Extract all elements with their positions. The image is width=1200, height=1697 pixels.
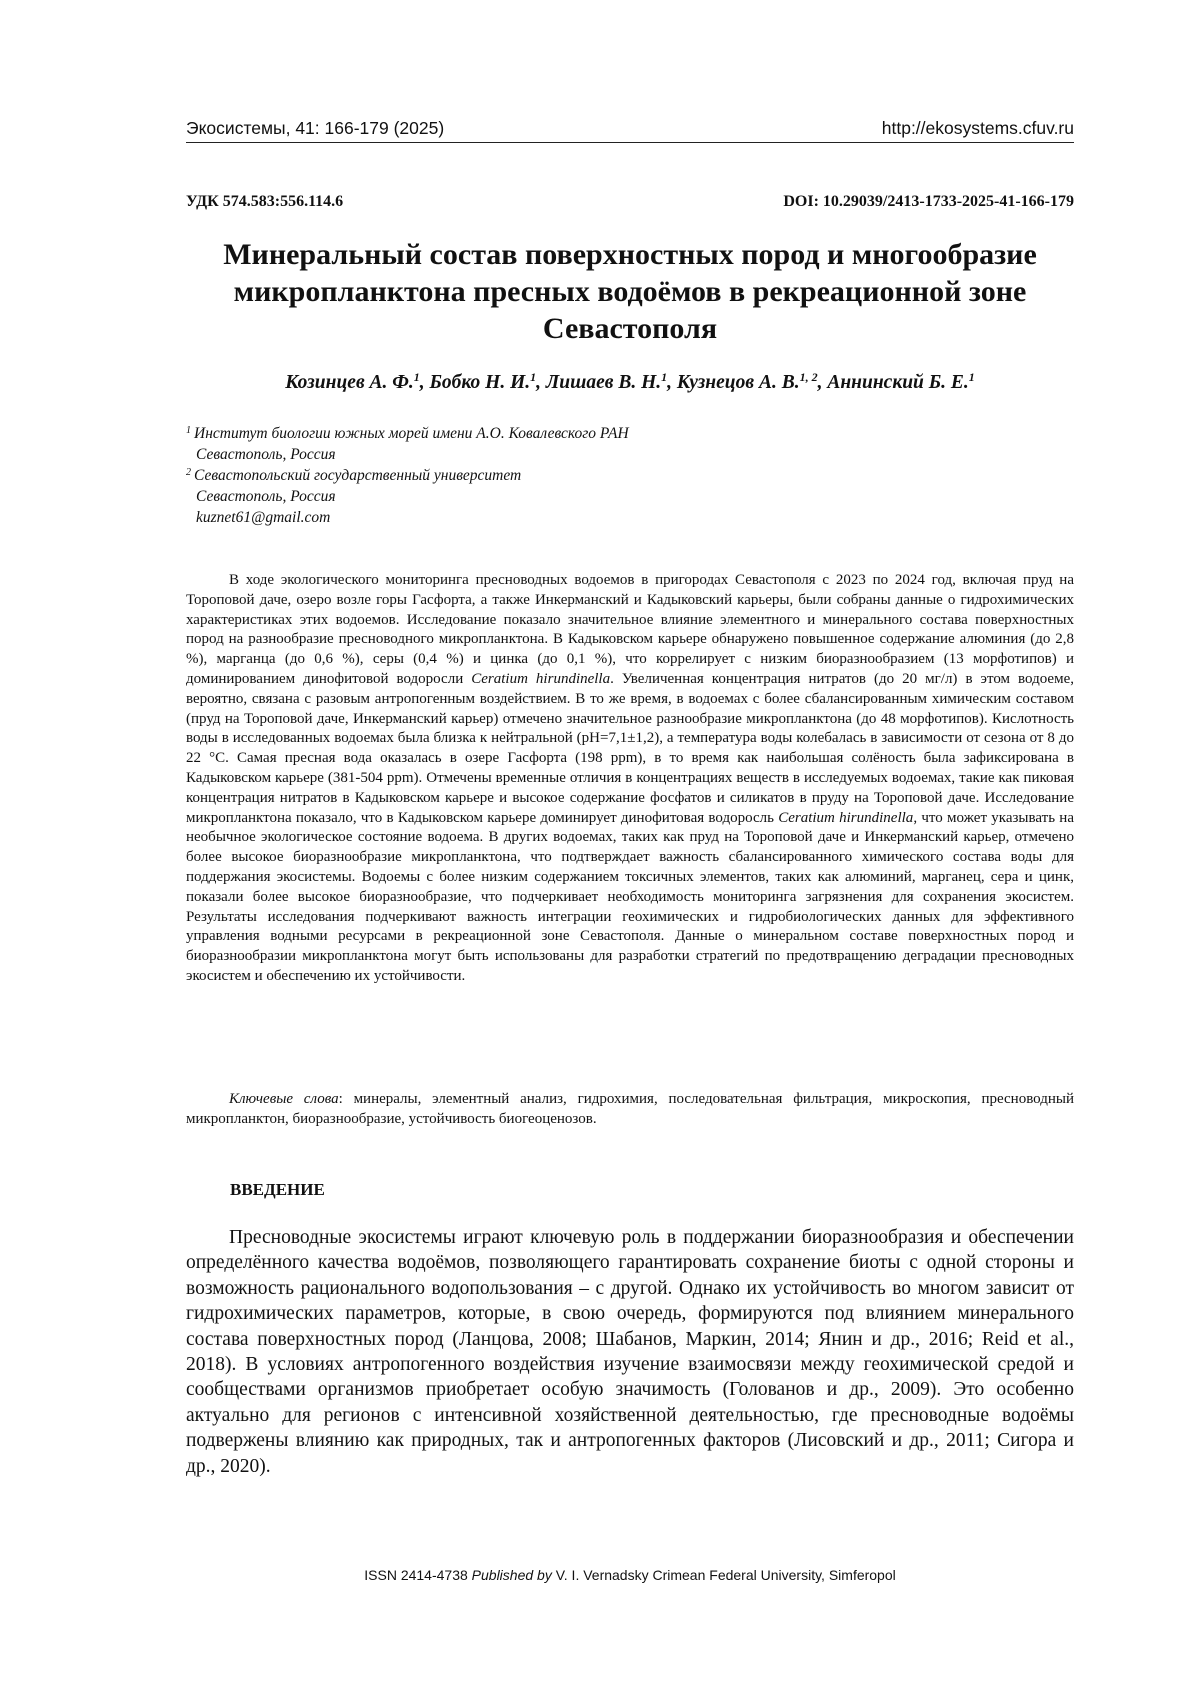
contact-email[interactable]: kuznet61@gmail.com [196, 509, 331, 526]
species-name: Ceratium hirundinella [471, 670, 611, 687]
author: Лишаев В. Н.$^1$, [545, 370, 677, 393]
running-header [186, 118, 1074, 143]
article-title: Минеральный состав поверхностных пород и многообразие микропланктона пресных водоёмов в рекреационной зоне Севастополя [223, 238, 1037, 345]
affiliation-1: $^1$ Институт биологии южных морей имени А.О. Ковалевского РАН [186, 425, 629, 442]
section-heading-introduction: ВВЕДЕНИЕ [230, 1180, 325, 1199]
journal-url[interactable]: http://ekosystems.cfuv.ru [881, 118, 1074, 138]
udc-code: УДК 574.583:556.114.6 [186, 193, 344, 210]
author: Козинцев А. Ф.$^1$, [285, 370, 430, 393]
doi[interactable]: DOI: 10.29039/2413-1733-2025-41-166-179 [783, 193, 1074, 210]
author: Аннинский Б. Е.$^1$ [827, 370, 975, 393]
author: Бобко Н. И.$^1$, [429, 370, 546, 393]
author-list [150, 372, 1110, 394]
affiliation-2-city: Севастополь, Россия [196, 488, 336, 505]
abstract: В ходе экологического мониторинга пресноводных водоемов в пригородах Севастополя с 2023 по 2024 год, включая пруд на Тороповой даче, озеро возле горы Гасфорта, а также Инкерманский и Кадыковский карьеры, были собраны данные о гидрохимических характеристиках этих водоемов. Исследование показало значительное влияние элементного и минерального состава поверхностных пород на разнообразие пресноводного микропланктона. В Кадыковском карьере обнаружено повышенное содержание алюминия (до 2,8 %), марганца (до 0,6 %), серы (0,4 %) и цинка (до 0,1 %), что коррелирует с низким биоразнообразием (13 морфотипов) и доминированием динофитовой водоросли Ceratium hirundinella. Увеличенная концентрация нитратов (до 20 мг/л) в этом водоеме, вероятно, связана с разовым антропогенным воздействием. В то же время, в водоемах с более сбалансированным химическим составом (пруд на Тороповой даче, Инкерманский карьер) отмечено значительное разнообразие микропланктона (до 48 морфотипов). Кислотность воды в исследованных водоемах была близка к нейтральной (pH=7,1±1,2), а температура воды колебалась в зависимости от сезона от 8 до 22 °C. Самая пресная вода оказалась в озере Гасфорта (198 ppm), в то время как наибольшая солёность была зафиксирована в Кадыковском карьере (381-504 ppm). Отмечены временные отличия в концентрациях веществ в исследуемых водоемах, такие как пиковая концентрация нитратов в Кадыковском карьере и высокое содержание фосфатов и силикатов в пруду на Тороповой даче. Исследование микропланктона показало, что в Кадыковском карьере доминирует динофитовая водоросль Ceratium hirundinella, что может указывать на необычное экологическое состояние водоема. В других водоемах, таких как пруд на Тороповой даче и Инкерманский карьер, отмечено более высокое биоразнообразие микропланктона, что подтверждает важность сбалансированного химического состава воды для поддержания экосистемы. Водоемы с более низким содержанием токсичных элементов, таких как алюминий, марганец, сера и цинк, показали более высокое биоразнообразие, что подчеркивает необходимость мониторинга загрязнения для сохранения экосистем. Результаты исследования подчеркивают важность интеграции геохимических и гидробиологических данных для эффективного управления водными ресурсами в рекреационной зоне Севастополя. Данные о минеральном составе поверхностных пород и биоразнообразии микропланктона могут быть использованы для разработки стратегий по предотвращению деградации пресноводных экосистем и обеспечению их устойчивости. [186, 572, 1074, 984]
introduction-paragraph: Пресноводные экосистемы играют ключевую роль в поддержании биоразнообразия и обеспечении определённого качества водоёмов, позволяющего гарантировать сохранение биоты с одной стороны и возможность рационального водопользования – с другой. Однако их устойчивость во многом зависит от гидрохимических параметров, которые, в свою очередь, формируются под влиянием минерального состава поверхностных пород (Ланцова, 2008; Шабанов, Маркин, 2014; Янин и др., 2016; Reid et al., 2018). В условиях антропогенного воздействия изучение взаимосвязи между геохимической средой и сообществами организмов приобретает особую значимость (Голованов и др., 2009). Это особенно актуально для регионов с интенсивной хозяйственной деятельностью, где пресноводные водоёмы подвержены влиянию как природных, так и антропогенных факторов (Лисовский и др., 2011; Сигора и др., 2020). [186, 1227, 1074, 1477]
keywords-label: Ключевые слова [229, 1091, 339, 1107]
species-name: Ceratium hirundinella [778, 809, 914, 826]
page-footer: ISSN 2414-4738 Published by V. I. Vernadsky Crimean Federal University, Simferopol [364, 1567, 896, 1583]
affiliation-2: $^2$ Севастопольский государственный университет [186, 467, 522, 484]
journal-citation: Экосистемы, 41: 166-179 (2025) [186, 118, 445, 138]
article-meta [186, 193, 1074, 211]
author: Кузнецов А. В.$^{1, 2}$, [676, 370, 828, 393]
affiliations [186, 423, 886, 528]
keywords: Ключевые слова: минералы, элементный анализ, гидрохимия, последовательная фильтрация, микроскопия, пресноводный микропланктон, биоразнообразие, устойчивость биогеоценозов. [186, 1091, 1075, 1127]
affiliation-1-city: Севастополь, Россия [196, 446, 336, 463]
